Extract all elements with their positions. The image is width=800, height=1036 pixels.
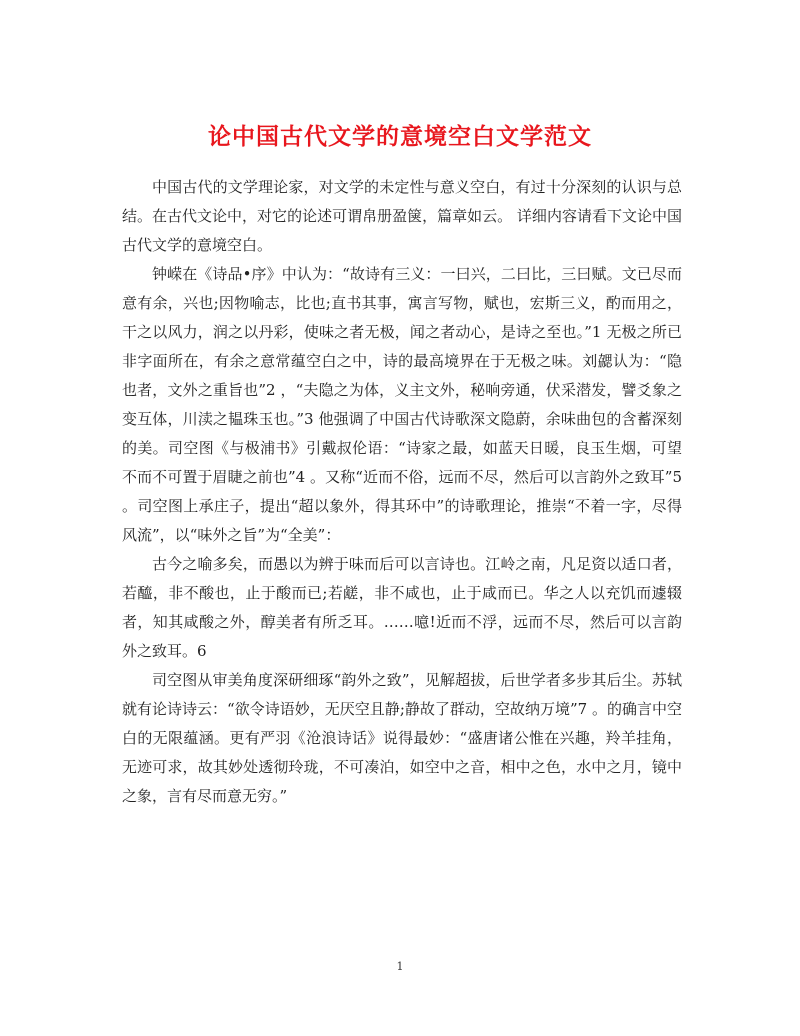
document-body [122,173,682,811]
paragraph-sikong-tu: 司空图从审美角度深研细琢“韵外之致”，见解超拔，后世学者多步其后尘。苏轼就有论诗诗云：“欲令诗语妙，无厌空且静;静故了群动，空故纳万境”7 。的确言中空白的无限蕴涵。更有严羽《沧浪诗话》说得最妙：“盛唐诸公惟在兴趣，羚羊挂角，无迹可求，故其妙处透彻玲珑，不可凑泊，如空中之音，相中之色，水中之月，镜中之象，言有尽而意无穷。” [122,671,682,805]
paragraph-intro: 中国古代的文学理论家，对文学的未定性与意义空白，有过十分深刻的认识与总结。在古代文论中，对它的论述可谓帛册盈箧，篇章如云。 详细内容请看下文论中国古代文学的意境空白。 [122,178,682,254]
page-number: 1 [396,960,404,973]
paragraph-quotation: 古今之喻多矣，而愚以为辨于味而后可以言诗也。江岭之南，凡足资以适口者，若醯，非不酸也，止于酸而已;若鹾，非不咸也，止于咸而已。华之人以充饥而遽辍者，知其咸酸之外，醇美者有所乏耳。……噫!近而不浮，远而不尽，然后可以言韵外之致耳。6 [122,555,682,660]
document-title: 论中国古代文学的意境空白文学范文 [208,124,592,151]
paragraph-zhong-rong: 钟嵘在《诗品•序》中认为：“故诗有三义：一曰兴，二曰比，三曰赋。文已尽而意有余，兴也;因物喻志，比也;直书其事，寓言写物，赋也，宏斯三义，酌而用之，干之以风力，润之以丹彩，使味之者无极，闻之者动心，是诗之至也。”1 无极之所已非字面所在，有余之意常蕴空白之中，诗的最高境界在于无极之味。刘勰认为：“隐也者，文外之重旨也”2 ，“夫隐之为体，义主文外，秘响旁通，伏采潜发，譬爻象之变互体，川渎之韫珠玉也。”3 他强调了中国古代诗歌深文隐蔚，余味曲包的含蓄深刻的美。司空图《与极浦书》引戴叔伦语：“诗家之最，如蓝天日暖，良玉生烟，可望不而不可置于眉睫之前也”4 。又称“近而不俗，远而不尽，然后可以言韵外之致耳”5 。司空图上承庄子，提出“超以象外，得其环中”的诗歌理论，推崇“不着一字，尽得风流”，以“味外之旨”为“全美”： [122,265,682,544]
